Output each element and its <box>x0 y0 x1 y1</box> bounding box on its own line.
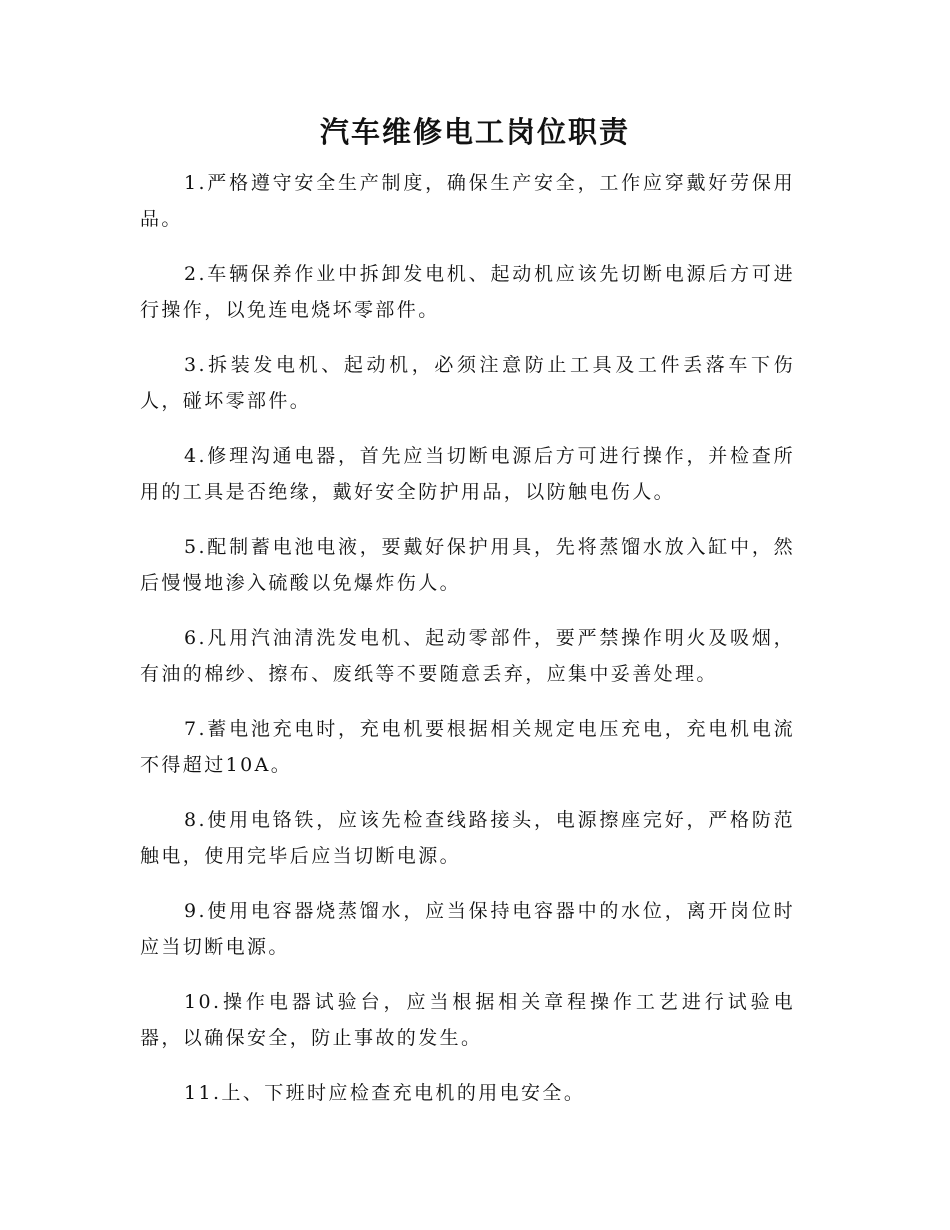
duty-item-8: 8.使用电铬铁，应该先检查线路接头，电源擦座完好，严格防范触电，使用完毕后应当切断电源。 <box>140 809 795 867</box>
document-title: 汽车维修电工岗位职责 <box>319 115 630 149</box>
duty-item-5: 5.配制蓄电池电液，要戴好保护用具，先将蒸馏水放入缸中，然后慢慢地渗入硫酸以免爆炸伤人。 <box>140 536 795 594</box>
duty-item-9: 9.使用电容器烧蒸馏水，应当保持电容器中的水位，离开岗位时应当切断电源。 <box>140 900 795 958</box>
duty-item-3: 3.拆装发电机、起动机，必须注意防止工具及工件丢落车下伤人，碰坏零部件。 <box>140 354 795 412</box>
duty-item-1: 1.严格遵守安全生产制度，确保生产安全，工作应穿戴好劳保用品。 <box>140 172 795 230</box>
duty-item-4: 4.修理沟通电器，首先应当切断电源后方可进行操作，并检查所用的工具是否绝缘，戴好安全防护用品，以防触电伤人。 <box>140 445 795 503</box>
duty-item-7: 7.蓄电池充电时，充电机要根据相关规定电压充电，充电机电流不得超过10A。 <box>140 718 795 776</box>
document-body <box>140 165 795 1130</box>
duty-item-2: 2.车辆保养作业中拆卸发电机、起动机应该先切断电源后方可进行操作，以免连电烧坏零部件。 <box>140 263 795 321</box>
duty-item-11: 11.上、下班时应检查充电机的用电安全。 <box>184 1082 586 1104</box>
duty-item-10: 10.操作电器试验台，应当根据相关章程操作工艺进行试验电器，以确保安全，防止事故的发生。 <box>140 991 795 1049</box>
duty-item-6: 6.凡用汽油清洗发电机、起动零部件，要严禁操作明火及吸烟，有油的棉纱、擦布、废纸等不要随意丢弃，应集中妥善处理。 <box>140 627 795 685</box>
